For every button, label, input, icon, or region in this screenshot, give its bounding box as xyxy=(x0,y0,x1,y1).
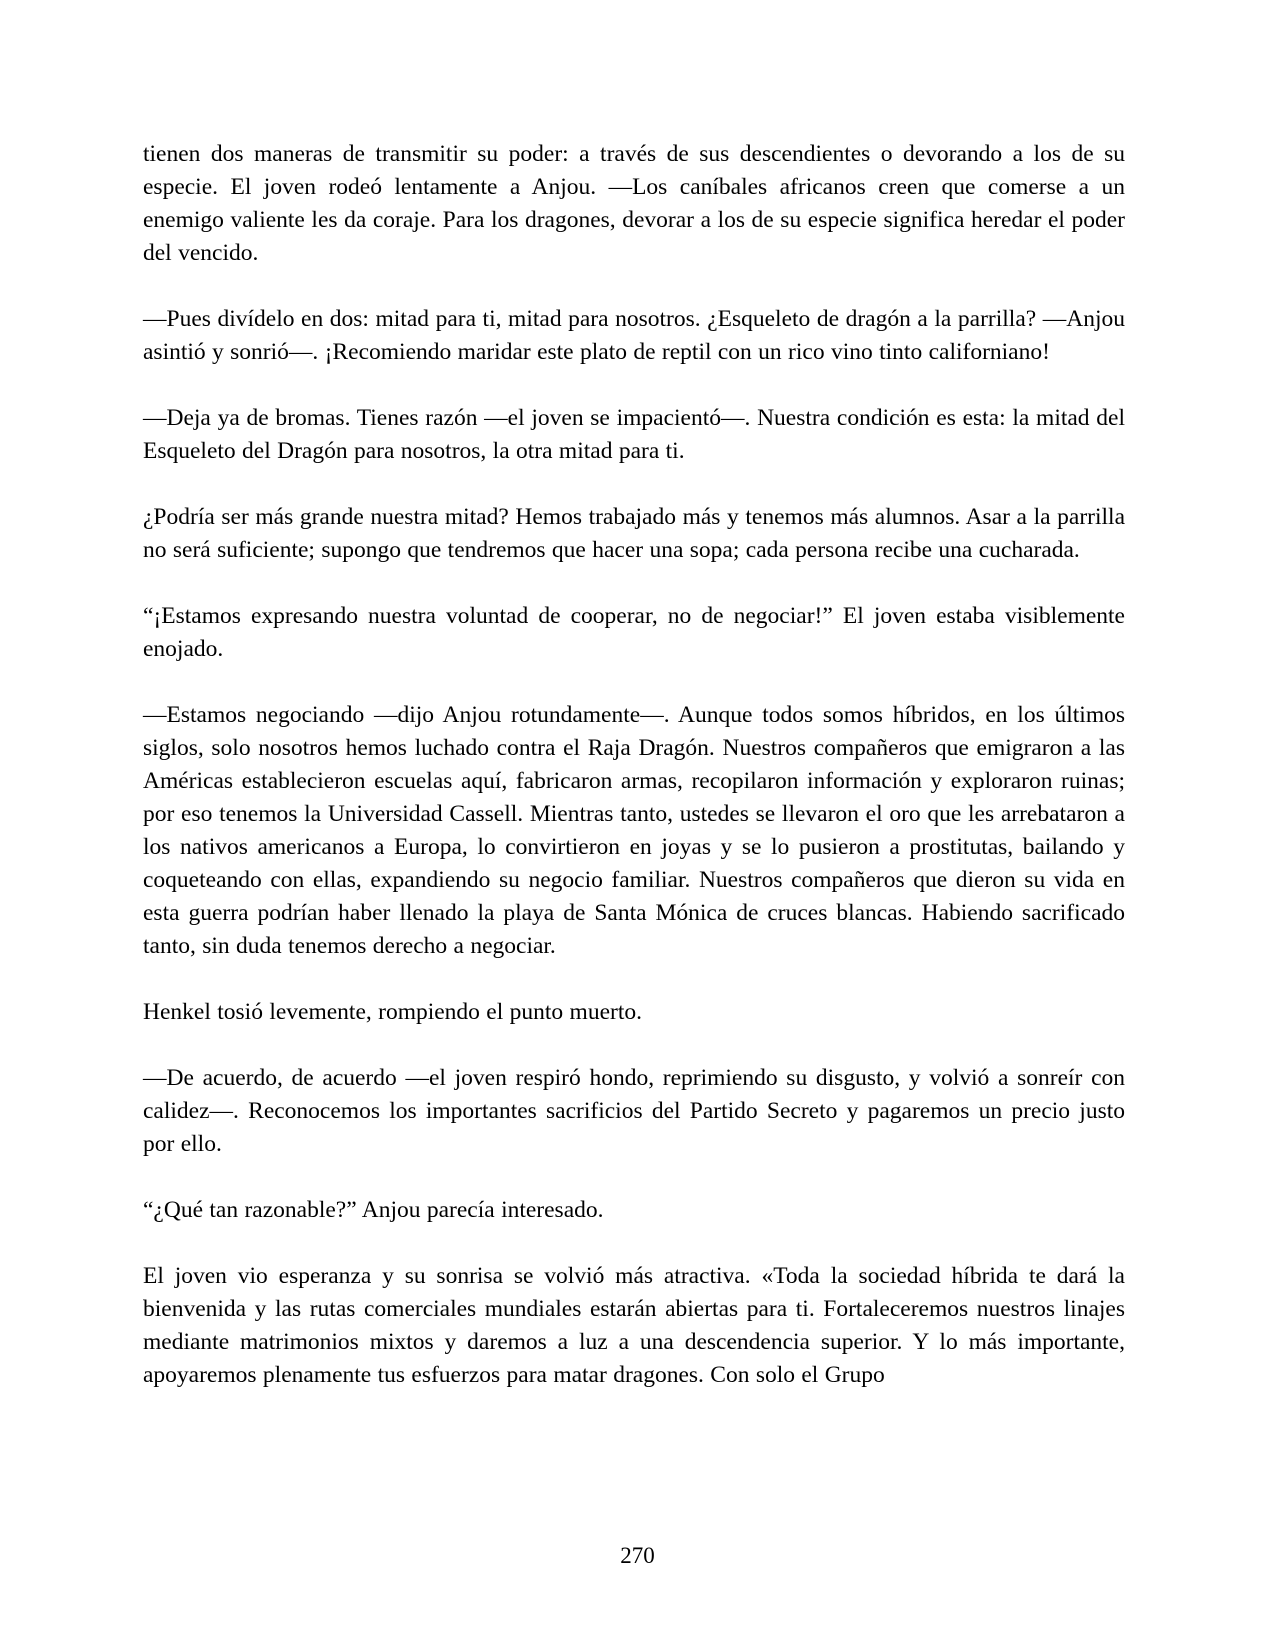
paragraph: —Estamos negociando —dijo Anjou rotundamente—. Aunque todos somos híbridos, en los últimos siglos, solo nosotros hemos luchado contra el Raja Dragón. Nuestros compañeros que emigraron a las Américas establecieron escuelas aquí, fabricaron armas, recopilaron información y exploraron ruinas; por eso tenemos la Universidad Cassell. Mientras tanto, ustedes se llevaron el oro que les arrebataron a los nativos americanos a Europa, lo convirtieron en joyas y se lo pusieron a prostitutas, bailando y coqueteando con ellas, expandiendo su negocio familiar. Nuestros compañeros que dieron su vida en esta guerra podrían haber llenado la playa de Santa Mónica de cruces blancas. Habiendo sacrificado tanto, sin duda tenemos derecho a negociar. xyxy=(143,702,1125,959)
paragraph: —Pues divídelo en dos: mitad para ti, mitad para nosotros. ¿Esqueleto de dragón a la parrilla? —Anjou asintió y sonrió—. ¡Recomiendo maridar este plato de reptil con un rico vino tinto californiano! xyxy=(143,306,1125,365)
paragraph: ¿Podría ser más grande nuestra mitad? Hemos trabajado más y tenemos más alumnos. Asar a la parrilla no será suficiente; supongo que tendremos que hacer una sopa; cada persona recibe una cucharada. xyxy=(143,504,1125,563)
paragraph: “¡Estamos expresando nuestra voluntad de cooperar, no de negociar!” El joven estaba visiblemente enojado. xyxy=(143,603,1125,662)
paragraph: “¿Qué tan razonable?” Anjou parecía interesado. xyxy=(143,1197,604,1223)
paragraph: —De acuerdo, de acuerdo —el joven respiró hondo, reprimiendo su disgusto, y volvió a sonreír con calidez—. Reconocemos los importantes sacrificios del Partido Secreto y pagaremos un precio justo por ello. xyxy=(143,1065,1125,1157)
page-text-block xyxy=(143,138,1125,1392)
paragraph: El joven vio esperanza y su sonrisa se volvió más atractiva. «Toda la sociedad híbrida te dará la bienvenida y las rutas comerciales mundiales estarán abiertas para ti. Fortaleceremos nuestros linajes mediante matrimonios mixtos y daremos a luz a una descendencia superior. Y lo más importante, apoyaremos plenamente tus esfuerzos para matar dragones. Con solo el Grupo xyxy=(143,1263,1125,1388)
page-number: 270 xyxy=(620,1543,655,1568)
paragraph: —Deja ya de bromas. Tienes razón —el joven se impacientó—. Nuestra condición es esta: la mitad del Esqueleto del Dragón para nosotros, la otra mitad para ti. xyxy=(143,405,1125,464)
paragraph: Henkel tosió levemente, rompiendo el punto muerto. xyxy=(143,999,642,1025)
paragraph: tienen dos maneras de transmitir su poder: a través de sus descendientes o devorando a los de su especie. El joven rodeó lentamente a Anjou. —Los caníbales africanos creen que comerse a un enemigo valiente les da coraje. Para los dragones, devorar a los de su especie significa heredar el poder del vencido. xyxy=(143,141,1125,266)
